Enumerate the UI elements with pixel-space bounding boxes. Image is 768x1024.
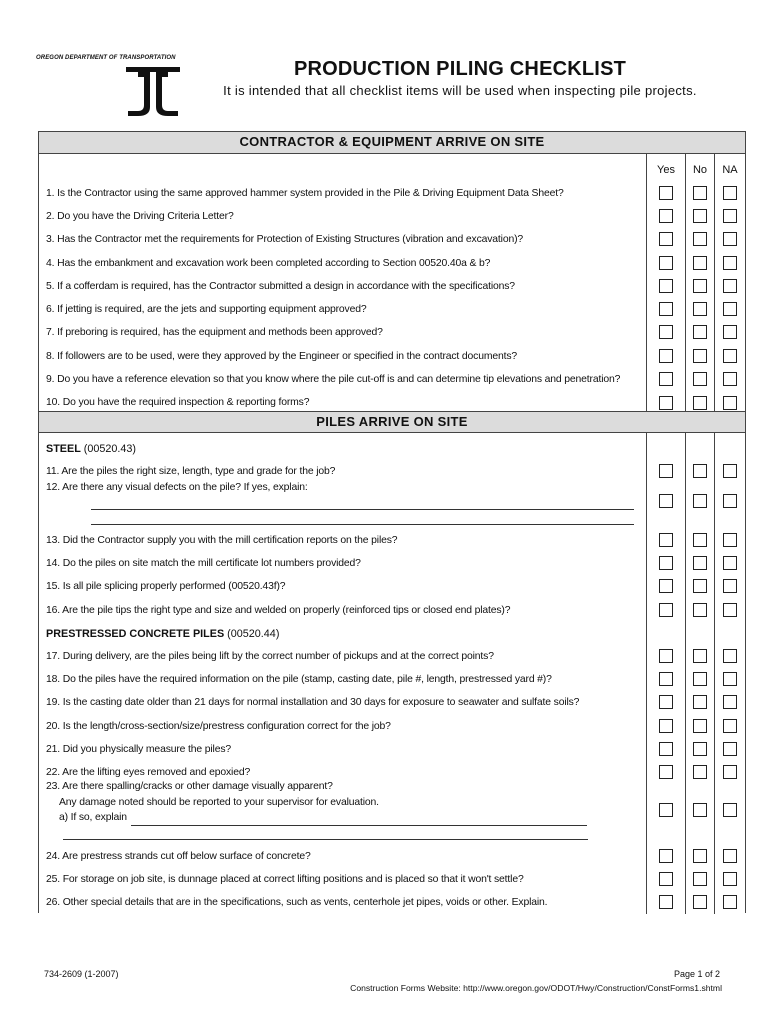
question-15: 15. Is all pile splicing properly performed (00520.43f)? (46, 581, 286, 592)
checkbox-yes-q24[interactable] (659, 849, 673, 863)
column-divider (714, 433, 715, 914)
checkbox-no-q2[interactable] (693, 209, 707, 223)
question-16: 16. Are the pile tips the right type and size and welded on properly (reinforced tips or closed end plates)? (46, 605, 511, 616)
checkbox-no-q22[interactable] (693, 765, 707, 779)
checkbox-na-q13[interactable] (723, 533, 737, 547)
prestressed-section-label (46, 628, 279, 640)
column-header-na: NA (722, 164, 738, 176)
checklist-form (38, 131, 746, 913)
checkbox-yes-q19[interactable] (659, 695, 673, 709)
checkbox-na-q5[interactable] (723, 279, 737, 293)
checkbox-yes-q25[interactable] (659, 872, 673, 886)
checkbox-yes-q17[interactable] (659, 649, 673, 663)
checkbox-yes-q16[interactable] (659, 603, 673, 617)
question-8: 8. If followers are to be used, were they approved by the Engineer or specified in the contract documents? (46, 351, 518, 362)
column-divider (685, 154, 686, 411)
question-23-note: Any damage noted should be reported to your supervisor for evaluation. (59, 797, 379, 808)
checkbox-no-q7[interactable] (693, 325, 707, 339)
column-header-yes: Yes (657, 164, 675, 176)
agency-name: OREGON DEPARTMENT OF TRANSPORTATION (36, 55, 176, 61)
question-5: 5. If a cofferdam is required, has the Contractor submitted a design in accordance with the specifications? (46, 281, 515, 292)
checkbox-na-q11[interactable] (723, 464, 737, 478)
checkbox-na-q23[interactable] (723, 803, 737, 817)
checkbox-na-q2[interactable] (723, 209, 737, 223)
checkbox-na-q26[interactable] (723, 895, 737, 909)
checkbox-yes-q2[interactable] (659, 209, 673, 223)
explain-line (91, 509, 634, 510)
question-2: 2. Do you have the Driving Criteria Letter? (46, 211, 234, 222)
checkbox-na-q10[interactable] (723, 396, 737, 410)
odot-logo (36, 55, 186, 119)
checkbox-yes-q23[interactable] (659, 803, 673, 817)
checkbox-no-q21[interactable] (693, 742, 707, 756)
checkbox-na-q18[interactable] (723, 672, 737, 686)
question-24: 24. Are prestress strands cut off below surface of concrete? (46, 851, 311, 862)
checkbox-na-q9[interactable] (723, 372, 737, 386)
explain-line (91, 524, 634, 525)
checkbox-yes-q11[interactable] (659, 464, 673, 478)
question-13: 13. Did the Contractor supply you with the mill certification reports on the piles? (46, 535, 398, 546)
question-7: 7. If preboring is required, has the equipment and methods been approved? (46, 327, 383, 338)
section-header-piles: PILES ARRIVE ON SITE (39, 411, 745, 433)
checkbox-no-q11[interactable] (693, 464, 707, 478)
checkbox-no-q24[interactable] (693, 849, 707, 863)
question-1: 1. Is the Contractor using the same approved hammer system provided in the Pile & Driving Equipment Data Sheet? (46, 188, 564, 199)
checkbox-no-q5[interactable] (693, 279, 707, 293)
steel-label: STEEL (46, 443, 81, 455)
checkbox-yes-q1[interactable] (659, 186, 673, 200)
checkbox-na-q17[interactable] (723, 649, 737, 663)
explain-line (63, 839, 588, 840)
forms-website-link[interactable]: Construction Forms Website: http://www.oregon.gov/ODOT/Hwy/Construction/ConstForms1.shtml (350, 983, 722, 993)
question-6: 6. If jetting is required, are the jets and supporting equipment approved? (46, 304, 367, 315)
checkbox-na-q15[interactable] (723, 579, 737, 593)
form-number: 734-2609 (1-2007) (44, 969, 119, 979)
checkbox-na-q1[interactable] (723, 186, 737, 200)
checkbox-yes-q13[interactable] (659, 533, 673, 547)
steel-ref: (00520.43) (80, 443, 137, 455)
checkbox-no-q23[interactable] (693, 803, 707, 817)
checkbox-na-q3[interactable] (723, 232, 737, 246)
checkbox-no-q25[interactable] (693, 872, 707, 886)
checkbox-no-q8[interactable] (693, 349, 707, 363)
question-9: 9. Do you have a reference elevation so that you know where the pile cut-off is and can determine tip elevations and penetration? (46, 374, 621, 385)
checkbox-no-q13[interactable] (693, 533, 707, 547)
checkbox-yes-q5[interactable] (659, 279, 673, 293)
column-divider (646, 154, 647, 411)
checkbox-yes-q8[interactable] (659, 349, 673, 363)
section-header-contractor: CONTRACTOR & EQUIPMENT ARRIVE ON SITE (39, 132, 745, 154)
checkbox-yes-q18[interactable] (659, 672, 673, 686)
checkbox-no-q10[interactable] (693, 396, 707, 410)
checkbox-yes-q9[interactable] (659, 372, 673, 386)
checkbox-yes-q12[interactable] (659, 494, 673, 508)
checkbox-na-q16[interactable] (723, 603, 737, 617)
prestressed-ref: (00520.44) (224, 628, 280, 640)
checkbox-no-q15[interactable] (693, 579, 707, 593)
question-17: 17. During delivery, are the piles being lift by the correct number of pickups and at the correct points? (46, 651, 494, 662)
checkbox-no-q6[interactable] (693, 302, 707, 316)
checkbox-na-q8[interactable] (723, 349, 737, 363)
checkbox-no-q26[interactable] (693, 895, 707, 909)
checkbox-no-q19[interactable] (693, 695, 707, 709)
column-header-no: No (692, 164, 708, 176)
checkbox-na-q19[interactable] (723, 695, 737, 709)
question-19: 19. Is the casting date older than 21 days for normal installation and 30 days for exposure to seawater and sulfate soils? (46, 697, 580, 708)
question-25: 25. For storage on job site, is dunnage placed at correct lifting positions and is placed so that it won't settle? (46, 874, 524, 885)
question-11: 11. Are the piles the right size, length, type and grade for the job? (46, 466, 336, 477)
question-12: 12. Are there any visual defects on the pile? If yes, explain: (46, 482, 308, 493)
question-20: 20. Is the length/cross-section/size/prestress configuration correct for the job? (46, 721, 391, 732)
checkbox-no-q18[interactable] (693, 672, 707, 686)
checkbox-no-q14[interactable] (693, 556, 707, 570)
odot-logo-mark (124, 63, 182, 119)
prestressed-label: PRESTRESSED CONCRETE PILES (46, 628, 225, 640)
checkbox-yes-q26[interactable] (659, 895, 673, 909)
column-divider (714, 154, 715, 411)
page-subtitle: It is intended that all checklist items will be used when inspecting pile projects. (223, 83, 697, 98)
explain-line (131, 825, 587, 826)
checkbox-no-q20[interactable] (693, 719, 707, 733)
page-title: PRODUCTION PILING CHECKLIST (293, 58, 627, 80)
checkbox-no-q16[interactable] (693, 603, 707, 617)
checkbox-no-q17[interactable] (693, 649, 707, 663)
question-4: 4. Has the embankment and excavation work been completed according to Section 00520.40a & b? (46, 258, 491, 269)
checkbox-na-q24[interactable] (723, 849, 737, 863)
checkbox-yes-q15[interactable] (659, 579, 673, 593)
steel-section-label (46, 443, 136, 455)
checkbox-yes-q20[interactable] (659, 719, 673, 733)
checkbox-yes-q14[interactable] (659, 556, 673, 570)
checkbox-yes-q10[interactable] (659, 396, 673, 410)
page-number: Page 1 of 2 (673, 969, 720, 979)
column-divider (685, 433, 686, 914)
checkbox-na-q14[interactable] (723, 556, 737, 570)
question-23: 23. Are there spalling/cracks or other damage visually apparent? (46, 781, 333, 792)
column-divider (646, 433, 647, 914)
checkbox-na-q6[interactable] (723, 302, 737, 316)
question-3: 3. Has the Contractor met the requirements for Protection of Existing Structures (vibration and excavation)? (46, 234, 524, 245)
checkbox-no-q3[interactable] (693, 232, 707, 246)
checkbox-no-q9[interactable] (693, 372, 707, 386)
checkbox-na-q25[interactable] (723, 872, 737, 886)
checkbox-no-q1[interactable] (693, 186, 707, 200)
checkbox-yes-q22[interactable] (659, 765, 673, 779)
checkbox-na-q7[interactable] (723, 325, 737, 339)
question-10: 10. Do you have the required inspection & reporting forms? (46, 397, 310, 408)
question-26: 26. Other special details that are in the specifications, such as vents, centerhole jet pipes, voids or other. Explain. (46, 897, 548, 908)
checkbox-na-q22[interactable] (723, 765, 737, 779)
checkbox-yes-q6[interactable] (659, 302, 673, 316)
checkbox-no-q12[interactable] (693, 494, 707, 508)
checkbox-yes-q7[interactable] (659, 325, 673, 339)
checkbox-yes-q21[interactable] (659, 742, 673, 756)
question-22: 22. Are the lifting eyes removed and epoxied? (46, 767, 251, 778)
question-21: 21. Did you physically measure the piles? (46, 744, 232, 755)
checkbox-na-q4[interactable] (723, 256, 737, 270)
checkbox-no-q4[interactable] (693, 256, 707, 270)
checkbox-na-q21[interactable] (723, 742, 737, 756)
checkbox-na-q12[interactable] (723, 494, 737, 508)
checkbox-yes-q4[interactable] (659, 256, 673, 270)
question-18: 18. Do the piles have the required information on the pile (stamp, casting date, pile #, length, prestressed yard #)? (46, 674, 552, 685)
question-23-explain: a) If so, explain (59, 812, 127, 823)
question-14: 14. Do the piles on site match the mill certificate lot numbers provided? (46, 558, 361, 569)
checkbox-yes-q3[interactable] (659, 232, 673, 246)
checkbox-na-q20[interactable] (723, 719, 737, 733)
